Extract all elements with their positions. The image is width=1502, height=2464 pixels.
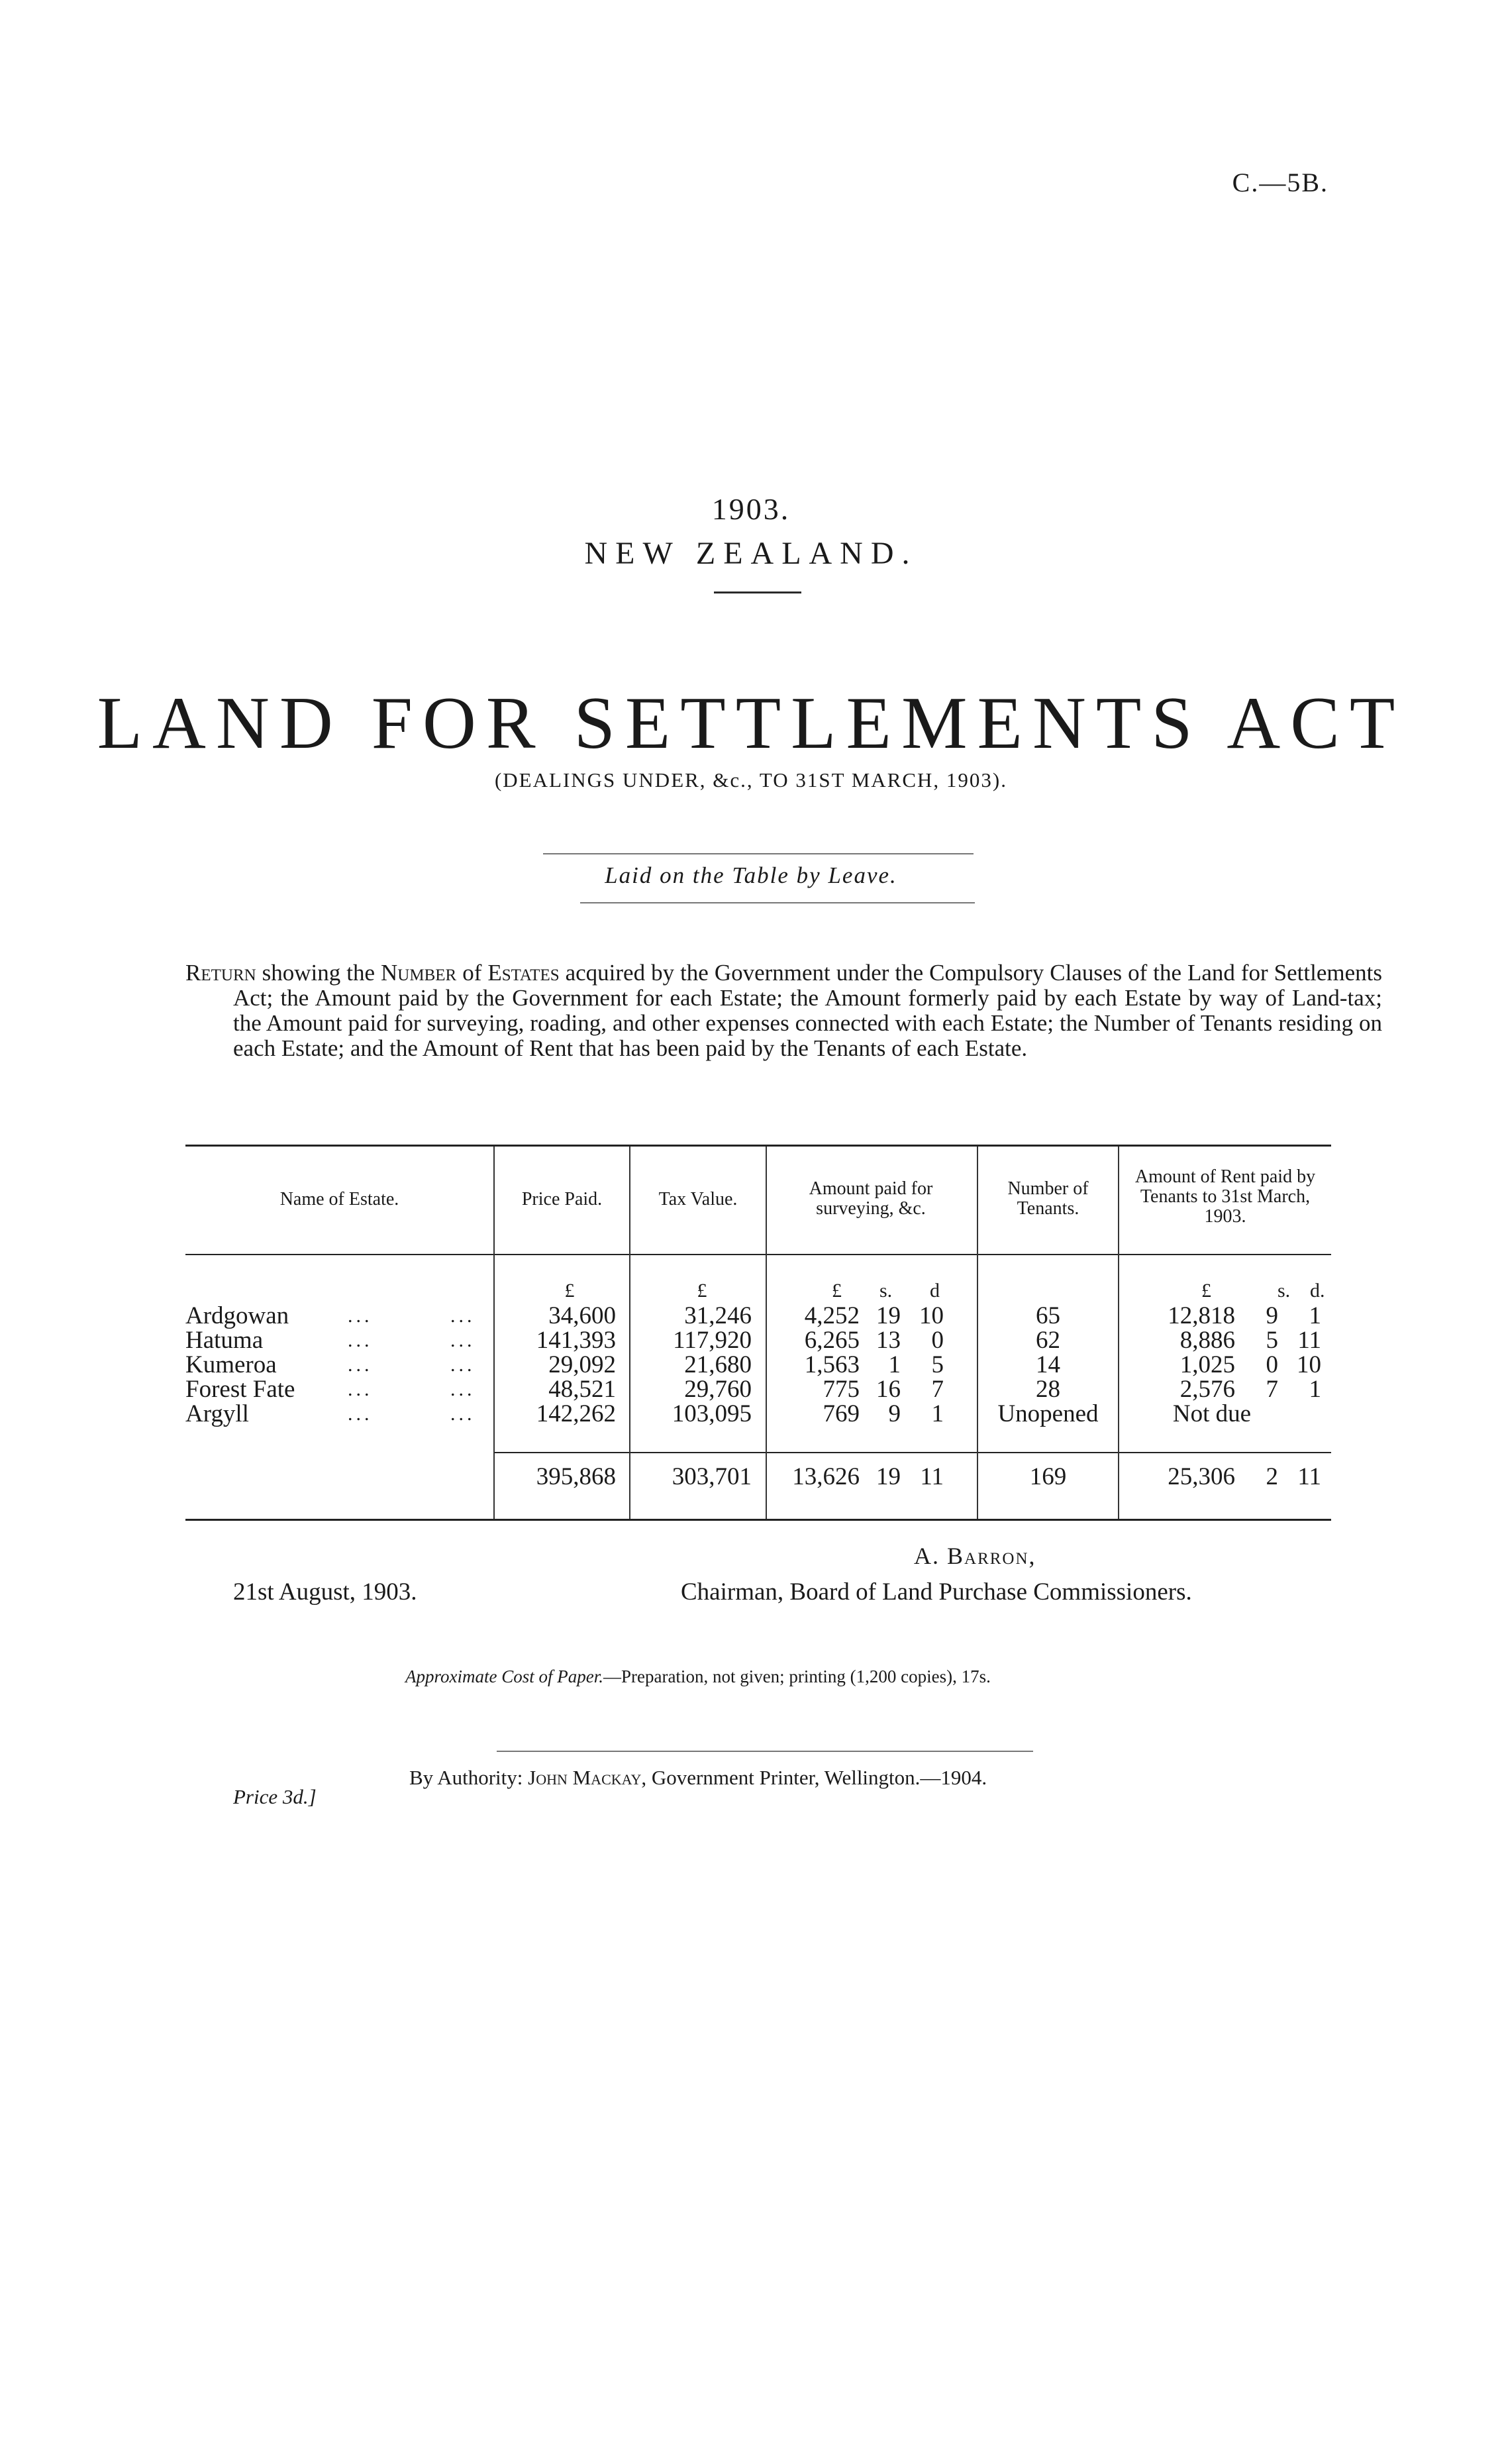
tenant-count: 28 — [1036, 1376, 1060, 1403]
document-reference: C.—5B. — [1232, 168, 1328, 197]
total-price-paid: 395,868 — [536, 1463, 616, 1490]
estate-name: Hatuma — [185, 1327, 264, 1354]
total-rent-pence: 11 — [1297, 1463, 1321, 1490]
unit-survey-pounds: £ — [832, 1280, 842, 1302]
number-word: Number — [381, 960, 457, 986]
leader-dots: ... — [348, 1378, 373, 1400]
column-divider — [766, 1147, 767, 1519]
header-survey: Amount paid for surveying, &c. — [809, 1178, 933, 1219]
price-note: Price 3d.] — [233, 1785, 317, 1808]
table-top-rule — [185, 1145, 1331, 1147]
intro-text: acquired by the Government under the Compulsory Clauses of the Land for Settlements Act; the Amount paid by the Government for each Estate; the Amount formerly paid by each Estate by way of Land-tax; the Amount paid for surveying, roading, and other expenses connected with each Estate; the Number of Tenants residing on each Estate; and the Amount of Rent that has been paid by the Tenants of each Estate. — [233, 960, 1382, 1061]
tenant-count: 65 — [1036, 1302, 1060, 1329]
total-survey-pence: 11 — [920, 1463, 944, 1490]
price-paid: 29,092 — [548, 1351, 616, 1378]
header-tax: Tax Value. — [658, 1189, 738, 1209]
divider-rule — [714, 591, 801, 593]
leader-dots: ... — [450, 1329, 476, 1351]
leader-dots: ... — [348, 1403, 373, 1425]
survey-pence: 1 — [931, 1400, 944, 1427]
total-survey-pounds: 13,626 — [792, 1463, 860, 1490]
return-word: Return — [185, 960, 256, 986]
estates-table — [185, 1145, 1331, 1522]
survey-shillings: 16 — [876, 1376, 901, 1403]
divider-rule — [580, 902, 975, 903]
survey-shillings: 1 — [888, 1351, 901, 1378]
leader-dots: ... — [450, 1403, 476, 1425]
estate-name: Forest Fate — [185, 1376, 295, 1403]
page-title: LAND FOR SETTLEMENTS ACT — [97, 682, 1405, 764]
unit-tax: £ — [697, 1280, 707, 1302]
header-tenants: Number of Tenants. — [1007, 1178, 1089, 1219]
leader-dots: ... — [348, 1305, 373, 1327]
price-paid: 34,600 — [548, 1302, 616, 1329]
signatory-name: A. Barron, — [914, 1543, 1036, 1569]
divider-rule — [497, 1751, 1033, 1752]
estates-word: Estates — [487, 960, 560, 986]
tax-value: 117,920 — [673, 1327, 752, 1354]
tax-value: 21,680 — [684, 1351, 752, 1378]
tax-value: 31,246 — [684, 1302, 752, 1329]
rent-shillings: 9 — [1266, 1302, 1278, 1329]
rent-shillings: 7 — [1266, 1376, 1278, 1403]
leader-dots: ... — [450, 1354, 476, 1376]
signature-date: 21st August, 1903. — [233, 1578, 417, 1606]
leader-dots: ... — [450, 1378, 476, 1400]
survey-shillings: 19 — [876, 1302, 901, 1329]
unit-rent-pence: d. — [1310, 1280, 1325, 1302]
survey-pounds: 1,563 — [804, 1351, 860, 1378]
authority-prefix: By Authority: — [409, 1766, 528, 1789]
header-name: Name of Estate. — [279, 1189, 399, 1209]
estate-name: Kumeroa — [185, 1351, 277, 1378]
tax-value: 29,760 — [684, 1376, 752, 1403]
total-tenants: 169 — [1029, 1463, 1067, 1490]
unit-rent-pounds: £ — [1201, 1280, 1211, 1302]
year-heading: 1903. — [711, 492, 791, 526]
intro-text: of — [456, 960, 488, 986]
total-rent-pounds: 25,306 — [1168, 1463, 1235, 1490]
total-survey-shillings: 19 — [876, 1463, 901, 1490]
cost-note-label: Approximate Cost of Paper. — [405, 1667, 603, 1686]
unit-price: £ — [564, 1280, 575, 1302]
survey-pounds: 775 — [823, 1376, 860, 1403]
cost-note-text: —Preparation, not given; printing (1,200 copies), 17s. — [603, 1667, 991, 1686]
estate-name: Argyll — [185, 1400, 249, 1427]
unit-survey-shillings: s. — [879, 1280, 893, 1302]
rent-status: Not due — [1172, 1400, 1252, 1427]
survey-shillings: 9 — [888, 1400, 901, 1427]
survey-pence: 5 — [931, 1351, 944, 1378]
leader-dots: ... — [450, 1305, 476, 1327]
price-paid: 141,393 — [536, 1327, 616, 1354]
return-description — [185, 960, 1382, 1061]
survey-pence: 0 — [931, 1327, 944, 1354]
tax-value: 103,095 — [672, 1400, 752, 1427]
total-rent-shillings: 2 — [1266, 1463, 1278, 1490]
unit-survey-pence: d — [930, 1280, 940, 1302]
country-heading: NEW ZEALAND. — [584, 536, 918, 571]
leader-dots: ... — [348, 1329, 373, 1351]
rent-pence: 10 — [1297, 1351, 1321, 1378]
header-price: Price Paid. — [521, 1189, 603, 1209]
rent-pence: 1 — [1309, 1376, 1321, 1403]
price-paid: 48,521 — [548, 1376, 616, 1403]
rent-pence: 1 — [1309, 1302, 1321, 1329]
tenant-count: 14 — [1036, 1351, 1060, 1378]
survey-pounds: 6,265 — [804, 1327, 860, 1354]
header-rent: Amount of Rent paid by Tenants to 31st March, 1903. — [1134, 1166, 1316, 1227]
rent-shillings: 0 — [1266, 1351, 1278, 1378]
printer-name: John Mackay — [528, 1766, 642, 1789]
signatory-title: Chairman, Board of Land Purchase Commissioners. — [681, 1578, 1192, 1606]
rent-pounds: 8,886 — [1179, 1327, 1235, 1354]
divider-rule — [543, 853, 974, 854]
estate-name: Ardgowan — [185, 1302, 289, 1329]
rent-pounds: 1,025 — [1179, 1351, 1235, 1378]
tenant-count: 62 — [1036, 1327, 1060, 1354]
survey-pounds: 4,252 — [804, 1302, 860, 1329]
table-header-rule — [185, 1254, 1331, 1255]
tenant-count: Unopened — [997, 1400, 1099, 1427]
rent-shillings: 5 — [1266, 1327, 1278, 1354]
totals-rule — [493, 1452, 1331, 1453]
rent-pounds: 2,576 — [1179, 1376, 1235, 1403]
table-bottom-rule — [185, 1519, 1331, 1521]
survey-pence: 7 — [931, 1376, 944, 1403]
intro-text: showing the — [256, 960, 381, 986]
laid-note: Laid on the Table by Leave. — [605, 862, 897, 888]
price-paid: 142,262 — [536, 1400, 616, 1427]
printer-authority — [409, 1766, 987, 1790]
total-tax-value: 303,701 — [672, 1463, 752, 1490]
cost-note — [405, 1667, 991, 1687]
rent-pence: 11 — [1297, 1327, 1321, 1354]
survey-pence: 10 — [919, 1302, 944, 1329]
page-subtitle: (DEALINGS UNDER, &c., TO 31ST MARCH, 1903). — [494, 768, 1008, 792]
survey-shillings: 13 — [876, 1327, 901, 1354]
leader-dots: ... — [348, 1354, 373, 1376]
survey-pounds: 769 — [823, 1400, 860, 1427]
unit-rent-shillings: s. — [1277, 1280, 1291, 1302]
authority-rest: , Government Printer, Wellington.—1904. — [641, 1766, 987, 1789]
rent-pounds: 12,818 — [1168, 1302, 1235, 1329]
